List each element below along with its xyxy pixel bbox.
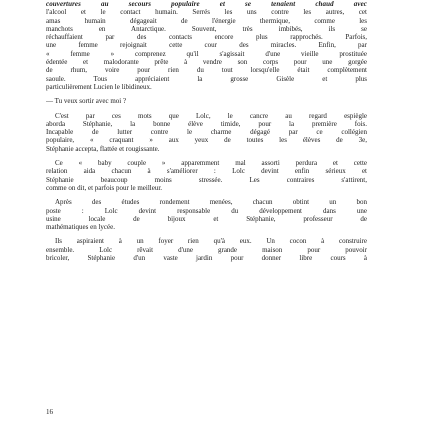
text-line: Stéphanie accepta, flattée et rougissante. xyxy=(46,144,160,153)
text-line: Ce « baby couple » apparemment mal assorti perdura et cette xyxy=(55,159,367,168)
text-line: amas humain dégageait de l'énergie thermique, comme les xyxy=(46,16,367,25)
text-line: C'est par ces mots que Lolc, le cancre au regard espiègle xyxy=(55,111,367,120)
paragraph xyxy=(46,237,367,262)
text-line: particulièrement Lucien le libidineux. xyxy=(46,82,152,91)
paragraph xyxy=(46,159,367,192)
text-line: Ils aspiraient à un foyer rien qu'à eux. Un cocon à construire xyxy=(55,237,367,246)
text-line: mathématiques en lycée. xyxy=(46,223,115,232)
text-line: Incapable de lutter contre le charme dégagé par ce collégien xyxy=(46,128,367,137)
text-line: une femme rejoignait cette cour des miracles. Enfin, par xyxy=(46,41,367,50)
text-line: — Tu veux sortir avec moi ? xyxy=(46,97,127,106)
dialogue-line xyxy=(46,97,367,105)
text-line: bricoler, Stéphanie d'un vaste jardin pour donner libre cours à xyxy=(46,254,367,263)
text-line: Stéphanie beaucoup moins stressée. Les contraires s'attirent, xyxy=(46,175,367,184)
paragraph xyxy=(46,0,367,91)
text-line: réchauffaient par des contacts encore plus rapprochés. Parfois, xyxy=(46,33,367,42)
text-line: comme on dit, et parfois pour le meilleur. xyxy=(46,183,163,192)
text-line: populaire, « craquant » aux yeux de toutes les élèves de 3e, xyxy=(46,136,367,145)
text-line: Après des études rondement menées, chacun obtint un bon xyxy=(55,198,367,207)
text-line: couvertures au secours populaire et se tenaient chaud avec xyxy=(46,0,367,8)
text-line: de rhum, voire pour rien du tout lorsqu'elle était complètement xyxy=(46,66,367,75)
page-number: 16 xyxy=(46,408,53,416)
paragraph xyxy=(46,198,367,231)
text-line: aborda Stéphanie, la bonne élève timide, pour la première fois. xyxy=(46,119,367,128)
text-line: saoule. Tous appréciaient la grosse Gisèle et plus xyxy=(46,74,367,83)
text-line: manchots en Antarctique. Souvent, très imbibés, ils se xyxy=(46,24,367,33)
text-line: usine locale de bijoux et Stéphanie, professeur de xyxy=(46,214,367,223)
text-line: ensemble. Lolc rêvait d'une grande maison pour pouvoir xyxy=(46,245,367,254)
text-line: poste : Lolc devint responsable du développement dans une xyxy=(46,206,367,215)
text-line: relation aida chacun à s'améliorer : Lolc devint enfin sérieux et xyxy=(46,167,367,176)
text-line: édentée et malodorante prête à vendre son corps pour une gorgée xyxy=(46,58,367,67)
paragraph xyxy=(46,112,367,153)
text-line: l'alcool et le contact humain. Serrés les uns contre les autres, cet xyxy=(46,8,367,17)
text-line: « femme » comprenez qu'il s'agissait d'une vieille prostituée xyxy=(46,49,367,58)
